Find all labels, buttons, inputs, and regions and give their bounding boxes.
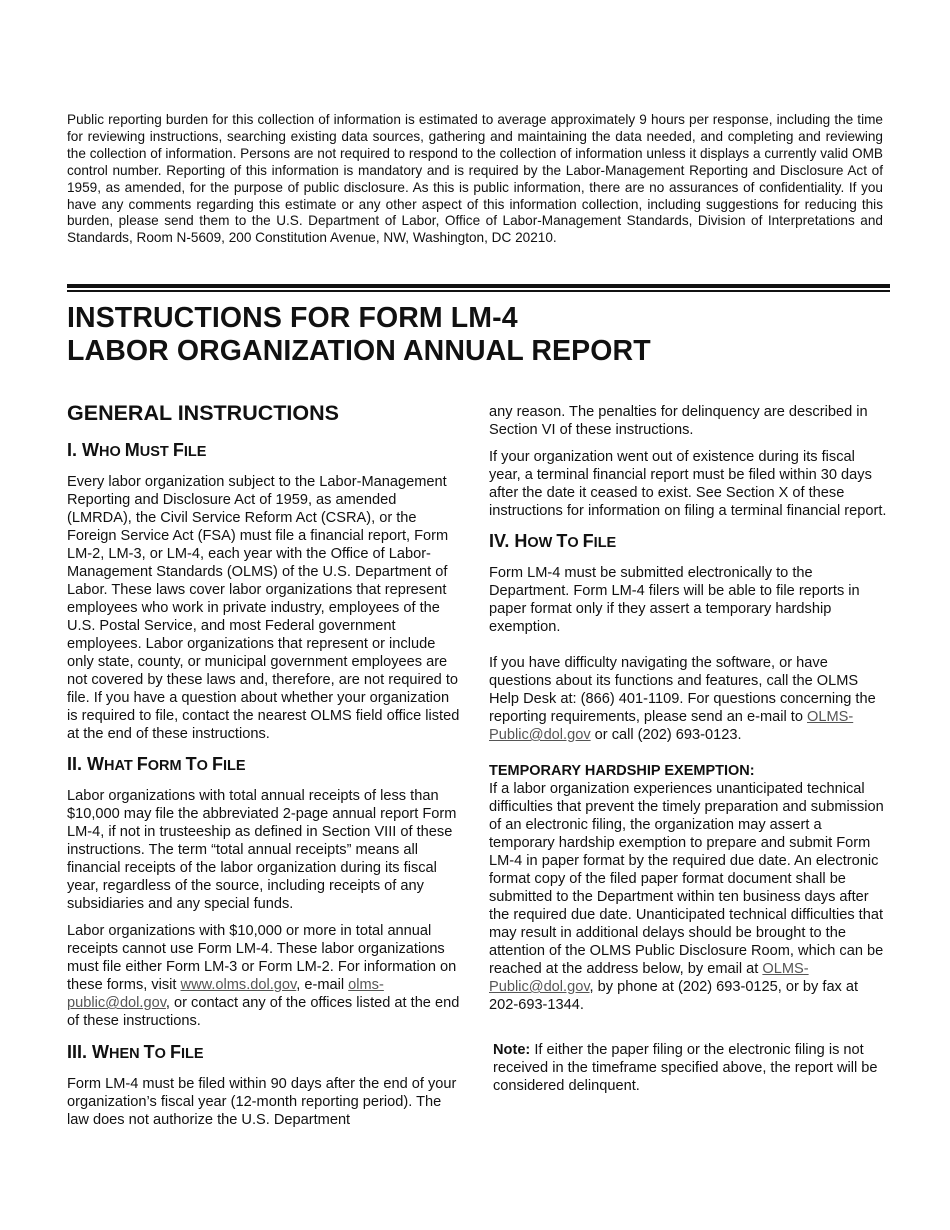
- left-column: [67, 400, 462, 1138]
- olms-website-link[interactable]: www.olms.dol.gov: [180, 977, 297, 993]
- delinquency-note: Note: If either the paper filing or the electronic filing is not received in the timeframe specified above, the report will be considered delinquent.: [493, 1042, 878, 1094]
- right-column: [489, 403, 887, 1104]
- when-to-file-continued: any reason. The penalties for delinquency are described in Section VI of these instructions.: [489, 404, 868, 438]
- section-who-must-file-heading: I. WHO MUST FILE: [67, 440, 207, 460]
- hardship-exemption-paragraph: If a labor organization experiences unanticipated technical difficulties that prevent the timely preparation and submission of an electronic filing, the organization may assert a temporary hardship exemption to prepare and submit Form LM-4 in paper format by the required due date. An electronic format copy of the filed paper format document shall be submitted to the Department within ten business days after the required due date. Unanticipated technical difficulties that may result in additional delays should be brought to the attention of the OLMS Public Disclosure Room, which can be reached at the address below, by email at OLMS-Public@dol.gov, by phone at (202) 693-0125, or by fax at 202-693-1344.: [489, 781, 884, 1013]
- divider-thin: [67, 290, 890, 292]
- section-how-to-file-heading: IV. HOW TO FILE: [489, 531, 617, 551]
- title-line-1: INSTRUCTIONS FOR FORM LM-4: [67, 302, 518, 334]
- what-form-paragraph-1: Labor organizations with total annual receipts of less than $10,000 may file the abbreviated 2-page annual report Form LM-4, if not in trusteeship as defined in Section VIII of these instructions. The term “total annual receipts” means all financial receipts of the labor organization during its fiscal year, regardless of the source, including receipts of any subsidiaries and any special funds.: [67, 788, 457, 912]
- olms-email-link[interactable]: olms-public@dol.gov: [67, 977, 384, 1011]
- what-form-paragraph-2: Labor organizations with $10,000 or more in total annual receipts cannot use Form LM-4. These labor organizations must file either Form LM-3 or Form LM-2. For information on these forms, visit www.olms.dol.gov, e-mail olms-public@dol.gov, or contact any of the offices listed at the end of these instructions.: [67, 923, 460, 1029]
- divider-thick: [67, 284, 890, 288]
- general-instructions-heading: GENERAL INSTRUCTIONS: [67, 401, 339, 425]
- how-to-file-paragraph-2: If you have difficulty navigating the software, or have questions about its functions and features, call the OLMS Help Desk at: (866) 401-1109. For questions concerning the reporting requirements, please send an e-mail to OLMS-Public@dol.gov or call (202) 693-0123.: [489, 655, 876, 743]
- burden-statement: Public reporting burden for this collection of information is estimated to average approximately 9 hours per response, including the time for reviewing instructions, searching existing data sources, gathering and maintaining the data needed, and completing and reviewing the collection of information. Persons are not required to respond to the collection of information unless it displays a currently valid OMB control number. Reporting of this information is mandatory and is required by the Labor-Management Reporting and Disclosure Act of 1959, as amended, for the purpose of public disclosure. As this is public information, there are no assurances of confidentiality. If you have any comments regarding this estimate or any other aspect of this information collection, including suggestions for reducing this burden, please send them to the U.S. Department of Labor, Office of Labor-Management Standards, Division of Interpretations and Standards, Room N-5609, 200 Constitution Avenue, NW, Washington, DC 20210.: [67, 112, 883, 246]
- when-to-file-paragraph: Form LM-4 must be filed within 90 days after the end of your organization’s fiscal year (12-month reporting period). The law does not authorize the U.S. Department: [67, 1076, 457, 1128]
- terminal-report-paragraph: If your organization went out of existence during its fiscal year, a terminal financial report must be filed within 30 days after the date it ceased to exist. See Section X of these instructions for information on filing a terminal financial report.: [489, 449, 887, 519]
- disclosure-room-email-link[interactable]: OLMS-Public@dol.gov: [489, 961, 809, 995]
- hardship-exemption-heading: TEMPORARY HARDSHIP EXEMPTION:: [489, 763, 755, 779]
- who-must-file-paragraph: Every labor organization subject to the Labor-Management Reporting and Disclosure Act of 1959, as amended (LMRDA), the Civil Service Reform Act (CSRA), or the Foreign Service Act (FSA) must file a financial report, Form LM-2, LM-3, or LM-4, each year with the Office of Labor- Management Standards (OLMS) of the U.S. Department of Labor. These laws cover labor organizations that represent employees who work in private industry, employees of the U.S. Postal Service, and most Federal government employees. Labor organizations that represent or include only state, county, or municipal government employees are not covered by these laws and, therefore, are not required to file. If you have a question about whether your organization is required to file, contact the nearest OLMS field office listed at the end of these instructions.: [67, 474, 460, 742]
- olms-public-email-link[interactable]: OLMS-Public@dol.gov: [489, 709, 854, 743]
- how-to-file-paragraph-1: Form LM-4 must be submitted electronically to the Department. Form LM-4 filers will be able to file reports in paper format only if they assert a temporary hardship exemption.: [489, 565, 860, 635]
- page-title: [67, 302, 651, 368]
- title-line-2: LABOR ORGANIZATION ANNUAL REPORT: [67, 335, 651, 367]
- section-what-form-heading: II. WHAT FORM TO FILE: [67, 754, 246, 774]
- section-when-to-file-heading: III. WHEN TO FILE: [67, 1042, 204, 1062]
